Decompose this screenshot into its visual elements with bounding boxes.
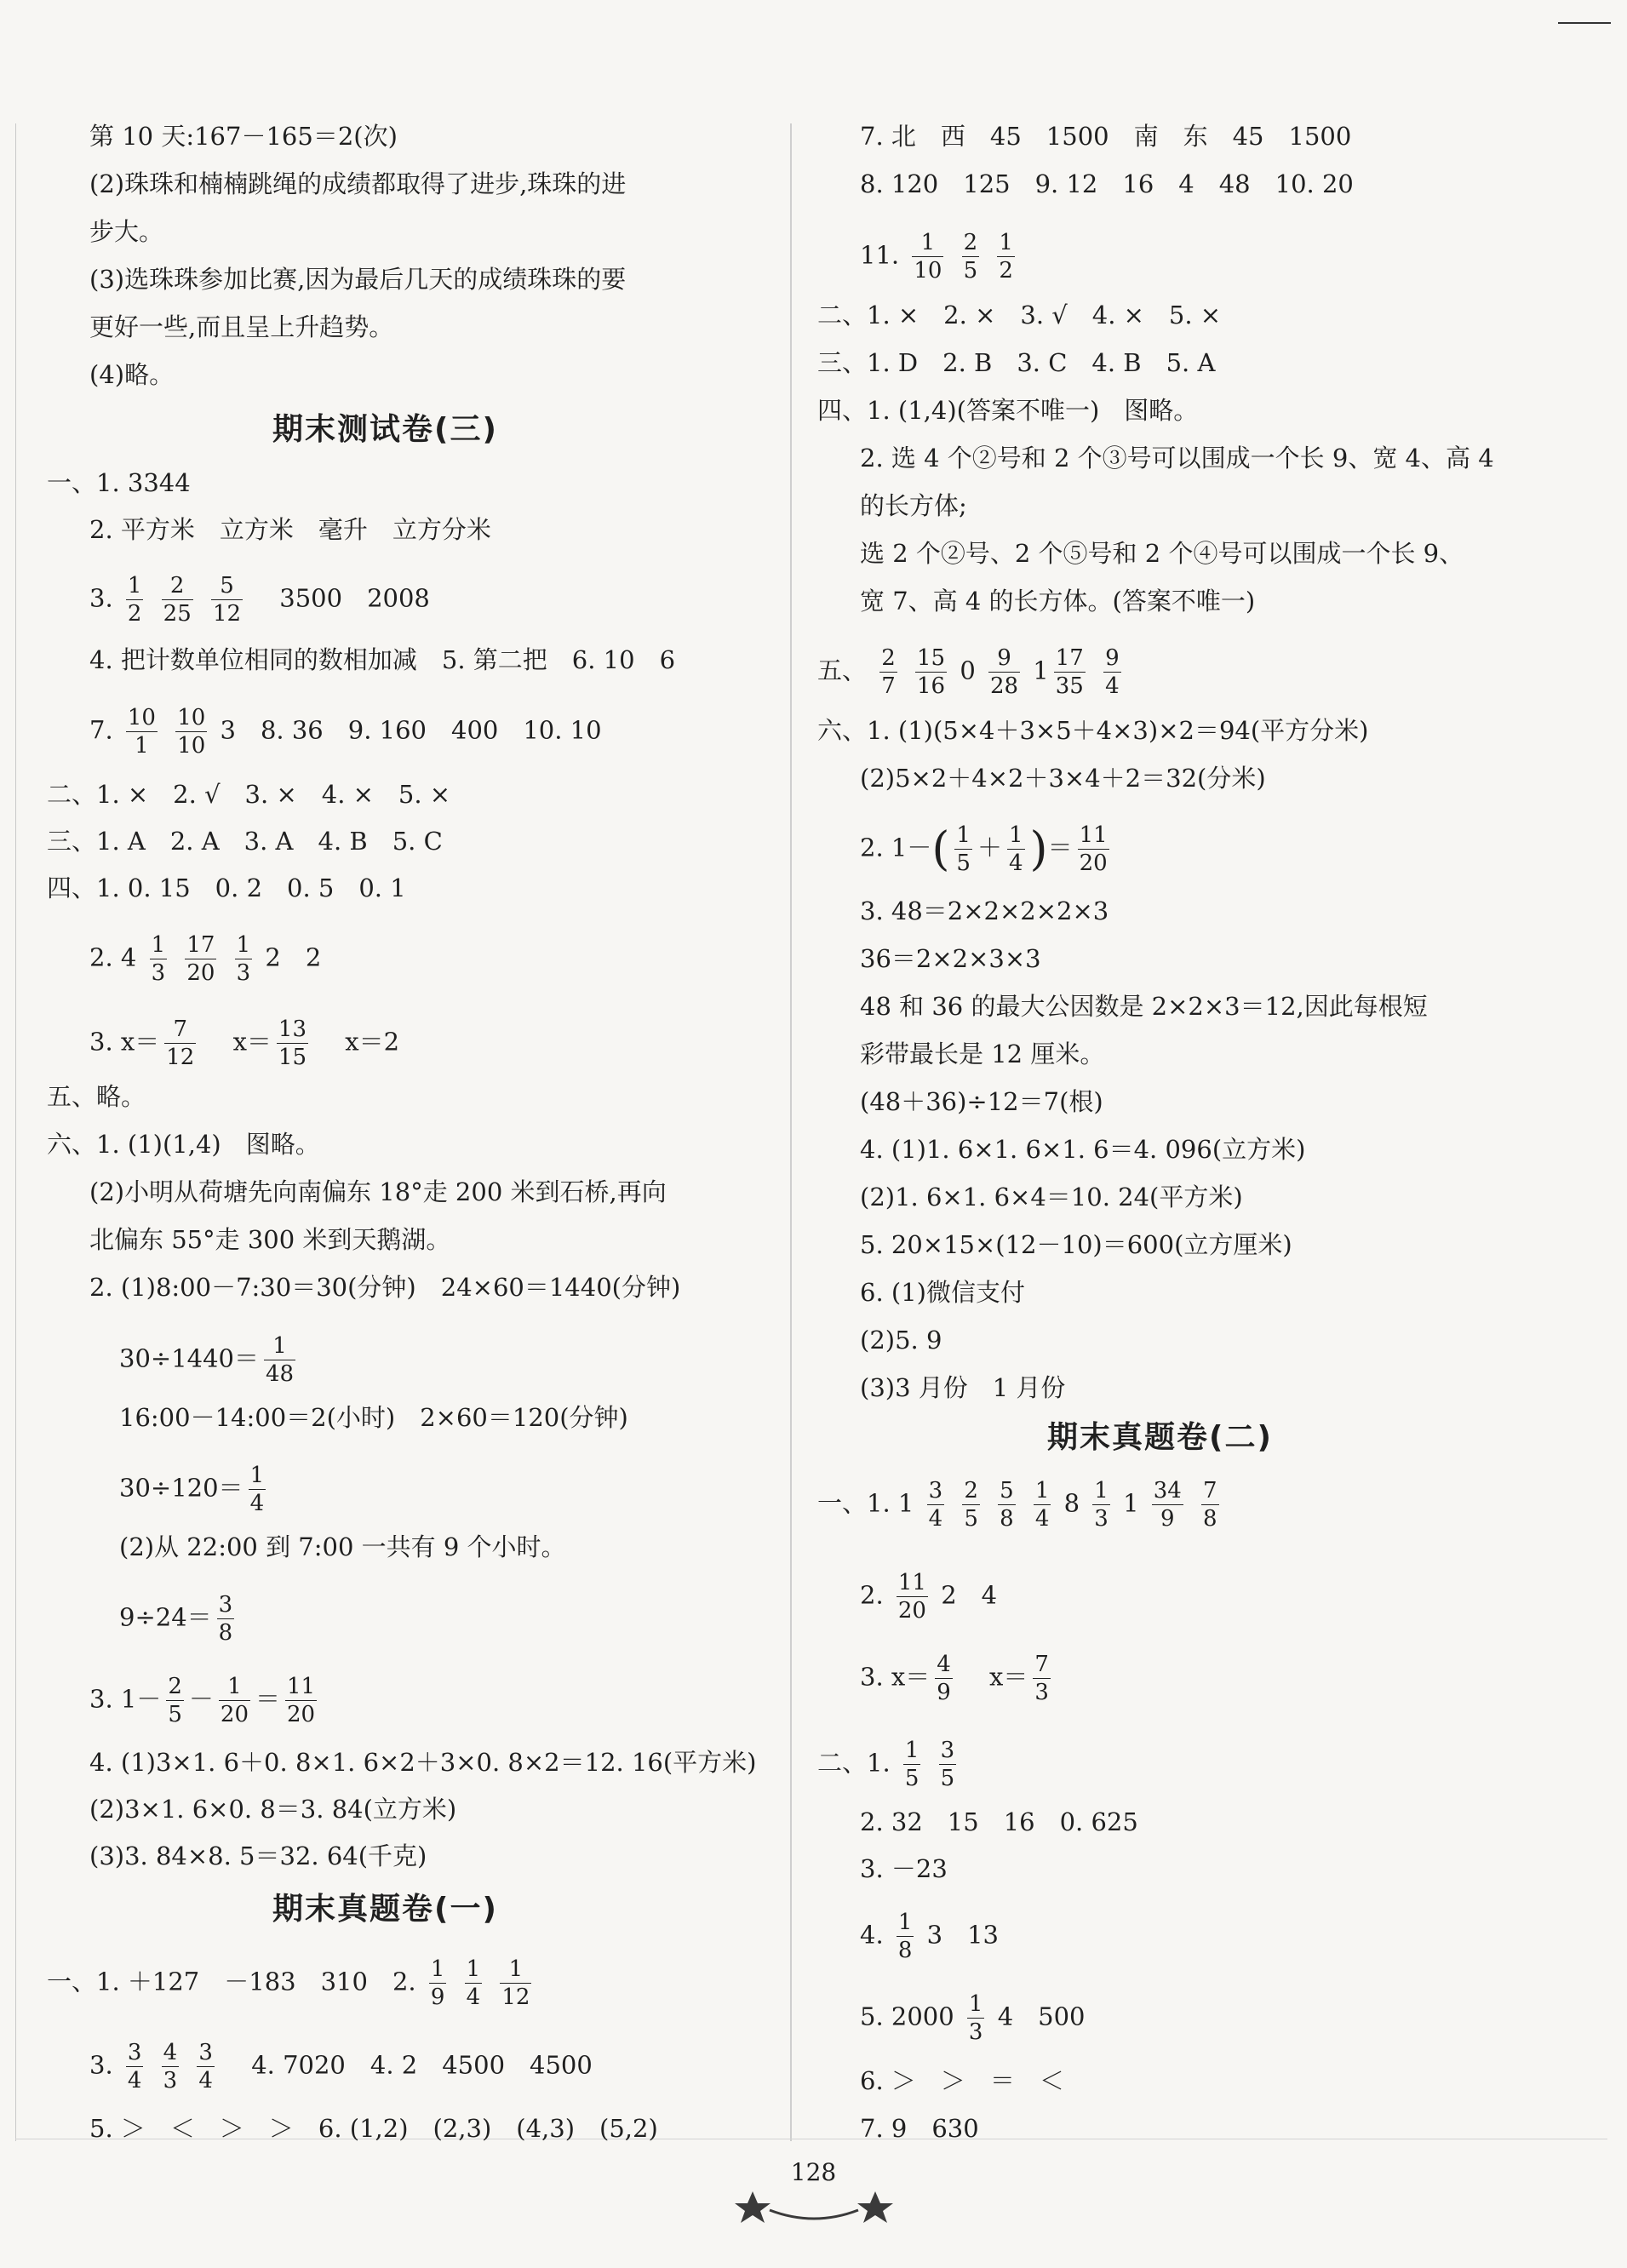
fraction: $\frac{9}{28}$ [989, 645, 1019, 699]
answer-line: 彩带最长是 12 厘米。 [860, 1040, 1105, 1068]
answer-line-fractions [89, 934, 321, 984]
answer-line: 2. 平方米 立方米 毫升 立方分米 [89, 515, 491, 544]
answer-line: (2)从 22:00 到 7:00 一共有 9 个小时。 [119, 1532, 566, 1561]
operator: ＋ [977, 833, 1002, 862]
answer-line: 六、1. (1)(5×4＋3×5＋4×3)×2＝94(平方分米) [817, 716, 1369, 745]
operator: － [188, 1684, 214, 1714]
answer-text: 3 13 [926, 1920, 1000, 1950]
answer-line: 二、1. × 2. × 3. √ 4. × 5. × [817, 301, 1222, 329]
item-number: 3. [860, 1662, 884, 1692]
fraction: $\frac{17}{20}$ [186, 932, 215, 986]
section-title-final-test-3: 期末测试卷(三) [272, 412, 498, 447]
fraction: $\frac{34}{9}$ [1153, 1478, 1182, 1532]
fraction: $\frac{1}{4}$ [1034, 1478, 1050, 1532]
fraction: $\frac{1}{9}$ [430, 1956, 445, 2010]
item-number: 3. [89, 2050, 113, 2080]
fraction: $\frac{1}{2}$ [127, 573, 142, 627]
answer-line: 48 和 36 的最大公因数是 2×2×3＝12,因此每根短 [860, 992, 1428, 1021]
page-number: 128 [790, 2158, 837, 2186]
answer-line: 6. ＞ ＞ ＝ ＜ [860, 2066, 1064, 2095]
fraction: $\frac{3}{8}$ [218, 1592, 233, 1646]
answer-line-fractions [119, 1464, 271, 1515]
fraction: $\frac{11}{20}$ [287, 1674, 316, 1727]
answer-line: 7. 北 西 45 1500 南 东 45 1500 [860, 122, 1352, 151]
fraction: $\frac{17}{35}$ [1055, 645, 1084, 699]
answer-line: 5. 20×15×(12－10)＝600(立方厘米) [860, 1230, 1292, 1259]
fraction: $\frac{1}{3}$ [236, 932, 251, 986]
fraction: $\frac{2}{5}$ [964, 1478, 978, 1532]
item-number: 3. [89, 583, 113, 613]
answer-text: 9÷24＝ [119, 1602, 212, 1632]
fraction: $\frac{1}{4}$ [1008, 822, 1023, 876]
column-divider [790, 123, 792, 2141]
answer-text: 1 [1033, 656, 1049, 685]
fraction: $\frac{1}{48}$ [266, 1333, 295, 1387]
answer-line: (48＋36)÷12＝7(根) [860, 1087, 1103, 1116]
top-corner-line [1558, 22, 1611, 24]
operator: ＝ [1047, 833, 1073, 862]
answer-line-fractions [860, 1911, 999, 1962]
fraction: $\frac{1}{2}$ [999, 230, 1013, 284]
answer-line-fractions [817, 647, 1126, 697]
answer-line: 第 10 天:167－165＝2(次) [89, 122, 398, 151]
answer-line: 三、1. D 2. B 3. C 4. B 5. A [817, 348, 1216, 377]
answer-text: 0 [960, 656, 976, 685]
answer-line: 36＝2×2×3×3 [860, 944, 1041, 973]
item-number: 2. [860, 1580, 884, 1610]
answer-line: 更好一些,而且呈上升趋势。 [89, 312, 394, 341]
answer-line: 四、1. (1,4)(答案不唯一) 图略。 [817, 396, 1199, 425]
answer-text: 2 2 [265, 942, 322, 972]
answer-line: 一、1. 3344 [47, 468, 191, 497]
answer-line-fractions [119, 1594, 239, 1644]
fraction: $\frac{2}{25}$ [163, 573, 192, 627]
answer-line-fractions [817, 1739, 961, 1790]
answer-line: 二、1. × 2. √ 3. × 4. × 5. × [47, 780, 451, 809]
fraction: $\frac{2}{5}$ [168, 1674, 182, 1727]
answer-line-fractions [860, 232, 1020, 282]
fraction: $\frac{15}{16}$ [917, 645, 946, 699]
answer-line: 3. 48＝2×2×2×2×3 [860, 896, 1109, 925]
answer-line: (2)5. 9 [860, 1326, 942, 1354]
answer-line: 4. 把计数单位相同的数相加减 5. 第二把 6. 10 6 [89, 645, 676, 674]
answer-text: 30÷120＝ [119, 1473, 243, 1503]
answer-text: x＝ [989, 1662, 1028, 1692]
answer-text: x＝ [891, 1662, 931, 1692]
answer-text: x＝ [120, 1027, 160, 1057]
fraction: $\frac{5}{12}$ [212, 573, 242, 627]
fraction: $\frac{4}{9}$ [937, 1652, 951, 1705]
fraction: $\frac{7}{3}$ [1034, 1652, 1049, 1705]
answer-text: 1 [1123, 1488, 1139, 1518]
fraction: $\frac{3}{4}$ [198, 2040, 213, 2093]
answer-line: (3)3. 84×8. 5＝32. 64(千克) [89, 1841, 427, 1870]
fraction: $\frac{4}{3}$ [163, 2040, 178, 2093]
answer-line: (3)选珠珠参加比赛,因为最后几天的成绩珠珠的要 [89, 265, 627, 294]
fraction: $\frac{3}{4}$ [928, 1478, 943, 1532]
fraction: $\frac{7}{12}$ [166, 1017, 195, 1070]
answer-line: 4. (1)1. 6×1. 6×1. 6＝4. 096(立方米) [860, 1135, 1306, 1164]
fraction: $\frac{10}{1}$ [127, 705, 156, 759]
answer-text: 2. 1－ [860, 833, 932, 862]
answer-text: 4. 7020 4. 2 4500 4500 [251, 2050, 593, 2080]
fraction: $\frac{1}{4}$ [466, 1956, 481, 2010]
fraction: $\frac{1}{12}$ [501, 1956, 530, 2010]
answer-line: (2)3×1. 6×0. 8＝3. 84(立方米) [89, 1795, 457, 1824]
answer-line: 7. 9 630 [860, 2114, 979, 2143]
answer-line: 4. (1)3×1. 6＋0. 8×1. 6×2＋3×0. 8×2＝12. 16(平方米) [89, 1748, 757, 1777]
answer-line: (2)5×2＋4×2＋3×4＋2＝32(分米) [860, 764, 1266, 793]
answer-line: 六、1. (1)(1,4) 图略。 [47, 1130, 320, 1159]
answer-text: 一、1. 1 [817, 1488, 914, 1518]
answer-line: 四、1. 0. 15 0. 2 0. 5 0. 1 [47, 873, 406, 902]
answer-line-fractions [860, 1993, 1086, 2043]
answer-line: 8. 120 125 9. 12 16 4 48 10. 20 [860, 169, 1354, 198]
answer-line: 5. ＞ ＜ ＞ ＞ 6. (1,2) (2,3) (4,3) (5,2) [89, 2114, 658, 2143]
answer-line-fractions [89, 2042, 593, 2092]
page-footer [0, 2158, 1627, 2225]
answer-line: 2. 32 15 16 0. 625 [860, 1807, 1138, 1836]
answer-line: 16:00－14:00＝2(小时) 2×60＝120(分钟) [119, 1403, 628, 1432]
answer-line: 宽 7、高 4 的长方体。(答案不唯一) [860, 587, 1256, 616]
answer-text: 3 8. 36 9. 160 400 10. 10 [220, 715, 602, 745]
operator: ＝ [255, 1684, 281, 1714]
answer-line: (2)1. 6×1. 6×4＝10. 24(平方米) [860, 1183, 1243, 1211]
answer-line: 2. 选 4 个②号和 2 个③号可以围成一个长 9、宽 4、高 4 [860, 444, 1494, 472]
answer-line: 3. －23 [860, 1854, 948, 1883]
fraction: $\frac{1}{3}$ [968, 1991, 983, 2045]
answer-line: 步大。 [89, 217, 164, 246]
fraction: $\frac{1}{4}$ [249, 1463, 265, 1516]
answer-text: 2 4 [941, 1580, 998, 1610]
item-number: 二、1. [817, 1748, 891, 1778]
fraction: $\frac{1}{8}$ [897, 1910, 913, 1963]
answer-line: (4)略。 [89, 360, 175, 389]
answer-line-fractions: 2. 1－( $\frac{1}{5}$ ＋ $\frac{1}{4}$ )＝ $\frac{11}{20}$ [860, 822, 1108, 876]
answer-text: 4 500 [997, 2002, 1086, 2031]
fraction: $\frac{7}{8}$ [1203, 1478, 1217, 1532]
item-number: 2. 4 [89, 942, 137, 972]
answer-line-fractions [860, 1572, 997, 1622]
answer-line: 北偏东 55°走 300 米到天鹅湖。 [89, 1225, 451, 1254]
item-number: 3. [89, 1027, 113, 1057]
left-margin-rule [15, 123, 16, 2141]
answer-line: 2. (1)8:00－7:30＝30(分钟) 24×60＝1440(分钟) [89, 1273, 681, 1302]
star-swoosh-icon [729, 2188, 899, 2225]
section-title-final-real-2: 期末真题卷(二) [1047, 1420, 1273, 1455]
fraction: $\frac{1}{10}$ [914, 230, 942, 284]
fraction: $\frac{1}{20}$ [220, 1674, 249, 1727]
fraction: $\frac{11}{20}$ [897, 1570, 926, 1624]
item-number: 11. [860, 240, 900, 270]
answer-line: 三、1. A 2. A 3. A 4. B 5. C [47, 827, 443, 856]
item-number: 5. 2000 [860, 2002, 954, 2031]
item-number: 五、 [817, 656, 868, 685]
answer-line-fractions [89, 707, 602, 757]
answer-text: 3500 2008 [279, 583, 430, 613]
answer-line-fractions [860, 1653, 1056, 1704]
answer-line-fractions [119, 1335, 301, 1385]
fraction: $\frac{2}{7}$ [881, 645, 896, 699]
answer-text: 8 [1063, 1488, 1080, 1518]
section-title-final-real-1: 期末真题卷(一) [272, 1892, 498, 1927]
answer-text: x＝ [232, 1027, 272, 1057]
answer-line-fractions [47, 1958, 536, 2008]
fraction: $\frac{9}{4}$ [1105, 645, 1120, 699]
answer-line: (2)小明从荷塘先向南偏东 18°走 200 米到石桥,再向 [89, 1177, 667, 1206]
fraction: $\frac{3}{5}$ [940, 1738, 955, 1791]
fraction: $\frac{2}{5}$ [963, 230, 978, 284]
fraction: $\frac{5}{8}$ [1000, 1478, 1014, 1532]
answer-line-fractions [89, 1018, 399, 1068]
fraction: $\frac{10}{10}$ [177, 705, 206, 759]
fraction: $\frac{13}{15}$ [278, 1017, 307, 1070]
answer-text: 30÷1440＝ [119, 1343, 260, 1373]
answer-line-fractions [89, 1675, 322, 1726]
item-number: 4. [860, 1920, 884, 1950]
answer-line: 的长方体; [860, 491, 967, 520]
answer-line: (2)珠珠和楠楠跳绳的成绩都取得了进步,珠珠的进 [89, 169, 627, 198]
answer-line: 五、略。 [47, 1082, 146, 1111]
answer-text: 3. 1－ [89, 1684, 162, 1714]
fraction: $\frac{3}{4}$ [127, 2040, 142, 2093]
fraction: $\frac{1}{3}$ [1094, 1478, 1109, 1532]
answer-line: 选 2 个②号、2 个⑤号和 2 个④号可以围成一个长 9、 [860, 539, 1464, 568]
answer-line-fractions [817, 1480, 1224, 1530]
answer-line: 6. (1)微信支付 [860, 1278, 1025, 1307]
answer-text: x＝2 [345, 1027, 400, 1057]
answer-text: 一、1. ＋127 －183 310 2. [47, 1967, 416, 1996]
fraction: $\frac{1}{3}$ [151, 932, 166, 986]
fraction: $\frac{1}{5}$ [956, 822, 971, 876]
fraction: $\frac{1}{5}$ [904, 1738, 919, 1791]
fraction: $\frac{11}{20}$ [1079, 822, 1108, 876]
answer-line: (3)3 月份 1 月份 [860, 1373, 1066, 1402]
item-number: 7. [89, 715, 113, 745]
answer-line-fractions [89, 575, 430, 625]
